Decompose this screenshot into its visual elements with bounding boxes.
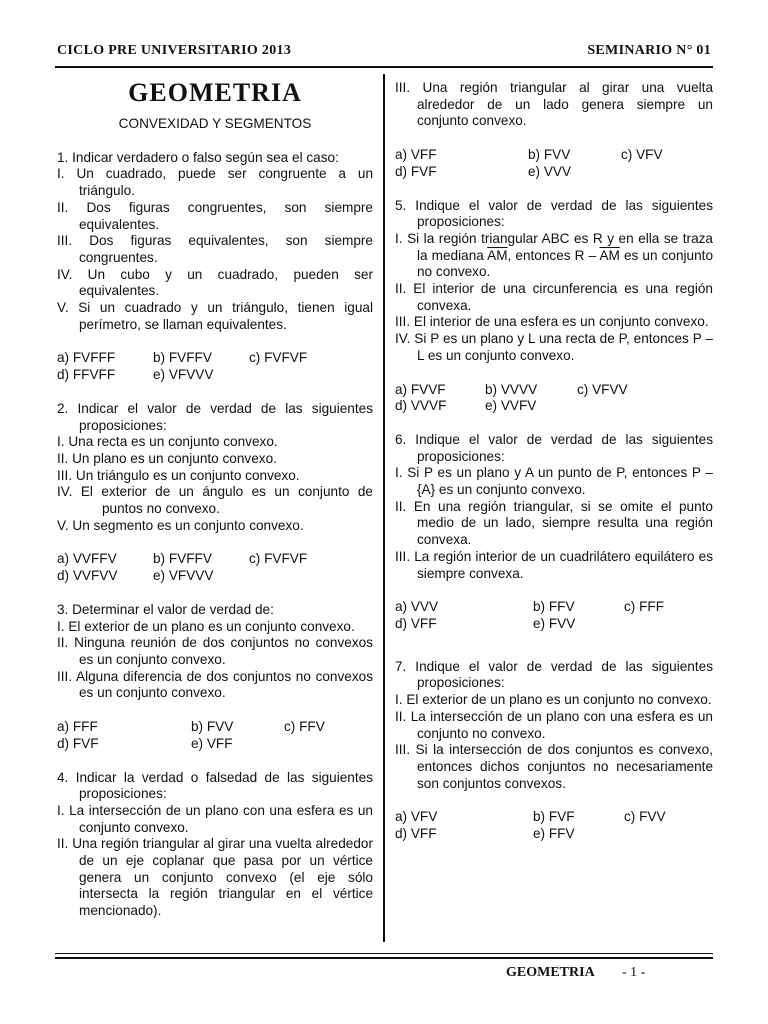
proposition: II. Una región triangular al girar una vuelta alrededor de un eje coplanar que pasa por un vértice genera un conjunto convexo (el eje sólo intersecta la región triangular en el vértice mencionado). bbox=[57, 836, 373, 919]
option: e) VFVVV bbox=[153, 367, 214, 383]
proposition-text: es un conjunto no convexo. bbox=[417, 247, 714, 280]
question-2 bbox=[57, 401, 373, 585]
proposition bbox=[395, 231, 713, 281]
proposition: III. El interior de una esfera es un conjunto convexo. bbox=[395, 314, 709, 330]
proposition: V. Si un cuadrado y un triángulo, tienen igual perímetro, se llaman equivalentes. bbox=[57, 300, 373, 332]
question-3 bbox=[57, 602, 373, 753]
option: d) VFF bbox=[395, 615, 437, 631]
answer-options bbox=[57, 350, 373, 383]
proposition: II. En una región triangular, si se omite el punto medio de un lado, siempre resulta una región convexa. bbox=[395, 498, 713, 548]
option: e) VFVVV bbox=[153, 568, 214, 584]
segment-am: $\overline{AM}$ bbox=[487, 247, 508, 263]
option: c) FFV bbox=[284, 719, 325, 735]
question-5 bbox=[395, 198, 713, 415]
option: b) FFV bbox=[533, 599, 575, 615]
question-stem: 5. Indique el valor de verdad de las siguientes proposiciones: bbox=[395, 197, 713, 230]
footer-subject: GEOMETRIA bbox=[506, 965, 595, 980]
proposition-text: , entonces R – bbox=[507, 247, 600, 263]
proposition-text: I. Si la región triangular ABC es R y en ella se traza la mediana bbox=[395, 230, 713, 263]
option: d) VVFVV bbox=[57, 568, 118, 584]
option: d) VFF bbox=[395, 826, 437, 842]
header-course: CICLO PRE UNIVERSITARIO 2013 bbox=[57, 43, 292, 58]
option: c) FFF bbox=[624, 599, 665, 615]
page-title: GEOMETRIA bbox=[128, 78, 302, 107]
answer-options bbox=[395, 809, 713, 842]
option: b) FVV bbox=[528, 147, 571, 163]
proposition: III. Una región triangular al girar una vuelta alrededor de un lado genera siempre un conjunto convexo. bbox=[395, 80, 713, 129]
footer-rule bbox=[55, 953, 713, 954]
option: e) FFV bbox=[533, 826, 575, 842]
option: a) FFF bbox=[57, 719, 98, 735]
answer-options bbox=[395, 147, 713, 180]
proposition: III. Dos figuras equivalentes, son siempre congruentes. bbox=[57, 233, 373, 265]
option: c) VFV bbox=[621, 147, 663, 163]
proposition: I. El exterior de un plano es un conjunto convexo. bbox=[57, 618, 355, 634]
question-1 bbox=[57, 150, 373, 384]
option: a) FVFFF bbox=[57, 350, 116, 366]
question-7 bbox=[395, 659, 713, 843]
proposition: IV. Si P es un plano y L una recta de P, entonces P – L es un conjunto convexo. bbox=[395, 331, 713, 363]
left-column bbox=[57, 80, 373, 920]
question-stem: 1. Indicar verdadero o falso según sea el caso: bbox=[57, 149, 339, 165]
proposition: II. La intersección de un plano con una esfera es un conjunto no convexo. bbox=[395, 708, 713, 741]
answer-options bbox=[395, 382, 713, 415]
proposition: III. La región interior de un cuadrilátero equilátero es siempre convexa. bbox=[395, 548, 713, 581]
proposition: I. Si P es un plano y A un punto de P, entonces P – {A} es un conjunto convexo. bbox=[395, 465, 713, 498]
option: d) FVF bbox=[395, 163, 437, 179]
option: a) FVVF bbox=[395, 381, 446, 397]
answer-options bbox=[395, 599, 713, 632]
option: c) VFVV bbox=[577, 381, 628, 397]
option: c) FVV bbox=[624, 809, 666, 825]
proposition: IV. Un cubo y un cuadrado, pueden ser equivalentes. bbox=[57, 266, 373, 299]
option: e) FVV bbox=[533, 615, 576, 631]
page-subtitle: CONVEXIDAD Y SEGMENTOS bbox=[118, 116, 312, 131]
question-stem: 4. Indicar la verdad o falsedad de las siguientes proposiciones: bbox=[57, 769, 373, 802]
proposition: II. Un plano es un conjunto convexo. bbox=[57, 450, 277, 466]
header-seminar: SEMINARIO N° 01 bbox=[587, 43, 711, 58]
proposition: IV. El exterior de un ángulo es un conjunto de puntos no convexo. bbox=[57, 484, 373, 517]
proposition: I. Una recta es un conjunto convexo. bbox=[57, 434, 278, 450]
option: e) VFF bbox=[191, 735, 233, 751]
option: a) VVV bbox=[395, 599, 439, 615]
question-6 bbox=[395, 432, 713, 633]
proposition: II. Ninguna reunión de dos conjuntos no convexos es un conjunto convexo. bbox=[57, 635, 373, 667]
option: b) VVVV bbox=[485, 381, 538, 397]
proposition: III. Un triángulo es un conjunto convexo. bbox=[57, 467, 300, 483]
option: e) VVV bbox=[528, 163, 572, 179]
option: a) VVFFV bbox=[57, 551, 117, 567]
proposition: V. Un segmento es un conjunto convexo. bbox=[57, 517, 304, 533]
option: c) FVFVF bbox=[249, 551, 308, 567]
right-column bbox=[395, 80, 713, 843]
option: a) VFV bbox=[395, 809, 438, 825]
option: b) FVV bbox=[191, 719, 234, 735]
answer-options bbox=[57, 719, 373, 752]
footer-rule bbox=[55, 957, 713, 959]
option: c) FVFVF bbox=[249, 350, 308, 366]
question-stem: 3. Determinar el valor de verdad de: bbox=[57, 601, 274, 617]
answer-options bbox=[57, 551, 373, 584]
option: b) FVFFV bbox=[153, 551, 212, 567]
option: b) FVFFV bbox=[153, 350, 212, 366]
proposition: III. Si la intersección de dos conjuntos es convexo, entonces dichos conjuntos no necesariamente son conjuntos convexos. bbox=[395, 742, 713, 791]
option: a) VFF bbox=[395, 147, 437, 163]
question-stem: 2. Indicar el valor de verdad de las siguientes proposiciones: bbox=[57, 400, 373, 433]
page-number: - 1 - bbox=[622, 965, 646, 980]
question-4-continued bbox=[395, 80, 713, 181]
proposition: I. Un cuadrado, puede ser congruente a un triángulo. bbox=[57, 166, 373, 199]
proposition: III. Alguna diferencia de dos conjuntos no convexos es un conjunto convexo. bbox=[57, 668, 373, 701]
proposition: II. El interior de una circunferencia es una región convexa. bbox=[395, 281, 713, 313]
proposition: I. La intersección de un plano con una esfera es un conjunto convexo. bbox=[57, 802, 373, 835]
option: d) VVVF bbox=[395, 398, 447, 414]
column-divider bbox=[383, 74, 385, 942]
option: b) FVF bbox=[533, 809, 575, 825]
option: e) VVFV bbox=[485, 398, 537, 414]
option: d) FVF bbox=[57, 735, 99, 751]
question-stem: 7. Indique el valor de verdad de las siguientes proposiciones: bbox=[395, 658, 713, 691]
question-4 bbox=[57, 770, 373, 920]
header-rule bbox=[55, 66, 713, 68]
option: d) FFVFF bbox=[57, 367, 116, 383]
segment-am: $\overline{AM}$ bbox=[599, 247, 620, 263]
proposition: I. El exterior de un plano es un conjunto no convexo. bbox=[395, 692, 712, 708]
proposition: II. Dos figuras congruentes, son siempre equivalentes. bbox=[57, 199, 373, 232]
question-stem: 6. Indique el valor de verdad de las siguientes proposiciones: bbox=[395, 431, 713, 464]
